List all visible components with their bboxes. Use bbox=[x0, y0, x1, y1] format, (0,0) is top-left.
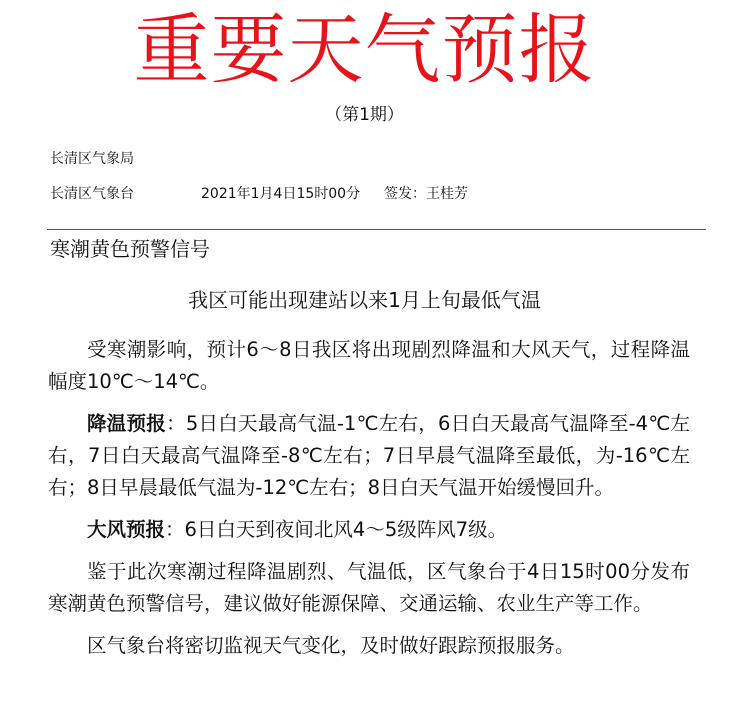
header-divider bbox=[47, 229, 706, 230]
warning-signal-title: 寒潮黄色预警信号 bbox=[50, 237, 210, 261]
masthead-title: 重要天气预报 bbox=[133, 5, 596, 94]
issue-number: （第1期） bbox=[325, 105, 404, 125]
paragraph-overview: 受寒潮影响，预计6～8日我区将出现剧烈降温和大风天气，过程降温幅度10℃～14℃。 bbox=[48, 338, 690, 393]
article-body bbox=[48, 334, 690, 672]
agency-bureau: 长清区气象局 bbox=[50, 151, 134, 167]
cooling-forecast-label: 降温预报 bbox=[87, 412, 167, 435]
issue-time: 2021年1月4日15时00分 bbox=[201, 186, 361, 202]
paragraph-advisory: 鉴于此次寒潮过程降温剧烈、气温低，区气象台于4日15时00分发布寒潮黄色预警信号，建议做好能源保障、交通运输、农业生产等工作。 bbox=[48, 560, 690, 615]
wind-forecast-text: ：6日白天到夜间北风4～5级阵风7级。 bbox=[165, 518, 508, 541]
signer: 签发：王桂芳 bbox=[384, 186, 468, 202]
wind-forecast-label: 大风预报 bbox=[87, 518, 166, 541]
article-headline: 我区可能出现建站以来1月上旬最低气温 bbox=[188, 288, 541, 312]
agency-observatory: 长清区气象台 bbox=[50, 186, 134, 202]
paragraph-monitoring: 区气象台将密切监视天气变化，及时做好跟踪预报服务。 bbox=[87, 634, 575, 657]
paragraph-cooling-forecast bbox=[48, 408, 690, 504]
paragraph-wind-forecast bbox=[48, 514, 690, 546]
cooling-forecast-text: ：5日白天最高气温-1℃左右，6日白天最高气温降至-4℃左右，7日白天最高气温降至-8℃左右；7日早晨气温降至最低，为-16℃左右；8日早晨最低气温为-12℃左右；8日白天气温开始缓慢回升。 bbox=[48, 412, 690, 499]
